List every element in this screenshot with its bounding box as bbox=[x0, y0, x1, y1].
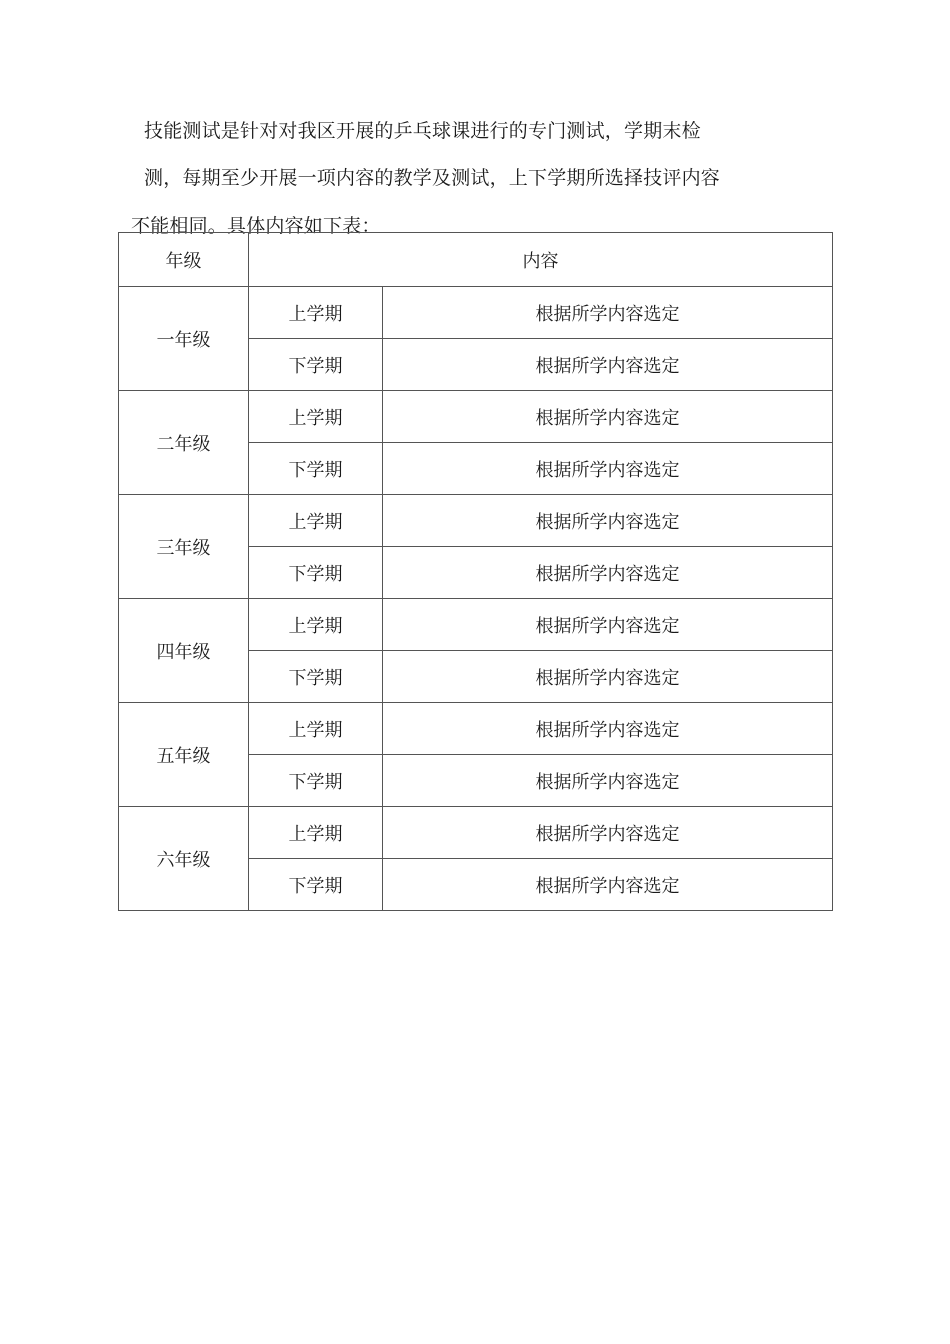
table-row bbox=[119, 495, 833, 547]
table-header-row bbox=[119, 233, 833, 287]
header-content: 内容 bbox=[249, 233, 833, 287]
content-cell: 根据所学内容选定 bbox=[383, 755, 833, 807]
content-cell: 根据所学内容选定 bbox=[383, 859, 833, 911]
term-cell: 下学期 bbox=[249, 443, 383, 495]
term-cell: 上学期 bbox=[249, 599, 383, 651]
table-row bbox=[119, 807, 833, 859]
content-cell: 根据所学内容选定 bbox=[383, 599, 833, 651]
content-cell: 根据所学内容选定 bbox=[383, 547, 833, 599]
term-cell: 下学期 bbox=[249, 859, 383, 911]
term-cell: 上学期 bbox=[249, 703, 383, 755]
term-cell: 上学期 bbox=[249, 287, 383, 339]
intro-line-1: 技能测试是针对对我区开展的乒乓球课进行的专门测试，学期末检 bbox=[144, 120, 701, 142]
term-cell: 下学期 bbox=[249, 755, 383, 807]
grade-cell: 一年级 bbox=[119, 287, 249, 391]
grade-cell: 二年级 bbox=[119, 391, 249, 495]
grade-cell: 四年级 bbox=[119, 599, 249, 703]
header-grade: 年级 bbox=[119, 233, 249, 287]
term-cell: 上学期 bbox=[249, 495, 383, 547]
table-row bbox=[119, 599, 833, 651]
term-cell: 下学期 bbox=[249, 339, 383, 391]
term-cell: 上学期 bbox=[249, 807, 383, 859]
content-cell: 根据所学内容选定 bbox=[383, 651, 833, 703]
content-cell: 根据所学内容选定 bbox=[383, 703, 833, 755]
content-cell: 根据所学内容选定 bbox=[383, 443, 833, 495]
grade-cell: 六年级 bbox=[119, 807, 249, 911]
intro-line-2: 测，每期至少开展一项内容的教学及测试，上下学期所选择技评内容 bbox=[144, 167, 721, 189]
intro-line-3: 不能相同。具体内容如下表： bbox=[131, 215, 381, 237]
term-cell: 下学期 bbox=[249, 651, 383, 703]
grade-cell: 三年级 bbox=[119, 495, 249, 599]
grade-content-table bbox=[118, 232, 833, 911]
grade-cell: 五年级 bbox=[119, 703, 249, 807]
content-cell: 根据所学内容选定 bbox=[383, 339, 833, 391]
term-cell: 上学期 bbox=[249, 391, 383, 443]
content-cell: 根据所学内容选定 bbox=[383, 495, 833, 547]
term-cell: 下学期 bbox=[249, 547, 383, 599]
table-row bbox=[119, 391, 833, 443]
table-row bbox=[119, 703, 833, 755]
content-cell: 根据所学内容选定 bbox=[383, 391, 833, 443]
content-cell: 根据所学内容选定 bbox=[383, 807, 833, 859]
content-cell: 根据所学内容选定 bbox=[383, 287, 833, 339]
table-row bbox=[119, 287, 833, 339]
